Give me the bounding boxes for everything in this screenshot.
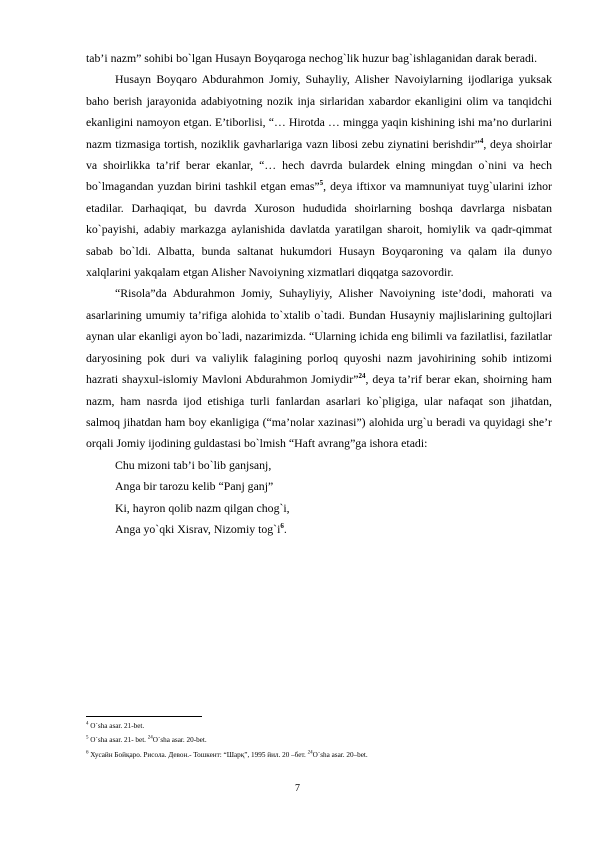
body-text: [86, 48, 552, 540]
footnote-number: 24: [147, 735, 153, 741]
footnote-6: [86, 748, 556, 762]
footnote-separator: [86, 716, 202, 717]
footnote-number: 24: [307, 750, 313, 756]
footnotes: [86, 719, 556, 762]
footnote-ref: 24: [358, 372, 366, 381]
footnote-text: O`sha asar. 20–bet.: [312, 750, 368, 759]
footnote-5: [86, 733, 556, 747]
paragraph-text: “Risola”da Abdurahmon Jomiy, Suhayliyiy, Alisher Navoiyning iste’dodi, mahorati va asarlarining umumiy ta’rifiga alohida to`xtalib o`tadi. Bundan Husayniy majlislarining gultojlari aynan ular ekanligi ayon bo`ladi, nazarimizda. “Ularning ichida eng bilimli va fazilatlisi, fazilatlar daryosining pok duri va valiylik falagining porloq quyoshi nazm javohirining sohib intizomi hazrati shayxul-islomiy Mavloni Abdurahmon Jomiydir”: [86, 286, 552, 387]
paragraph-text: , deya iftixor va mamnuniyat tuyg`ularini izhor etadilar. Darhaqiqat, bu davrda Xuroson hududida shoirlarning boshqa davrlarga nisbatan ko`payishi, adabiy markazga aylanishida davlatda yaratilgan sharoit, homiylik va qadr-qimmat sabab bo`ldi. Albatta, bunda saltanat hukumdori Husayn Boyqaroning va qalam ila dunyo xalqlarini yakqalam etgan Alisher Navoiyning xizmatlari diqqatga sazovordir.: [86, 179, 552, 280]
footnote-number: 4: [86, 721, 89, 727]
verse-line-2: Anga bir tarozu kelib “Panj ganj”: [115, 479, 274, 494]
footnote-number: 5: [86, 735, 89, 741]
page-number: 7: [295, 783, 300, 794]
footnote-text: O`sha asar. 21-bet.: [88, 722, 145, 730]
footnote-text: O`sha asar. 20-bet.: [152, 736, 207, 745]
paragraph-continuation: [86, 48, 552, 69]
verse-line-3: Ki, hayron qolib nazm qilgan chog`i,: [115, 500, 290, 515]
verse-punct: .: [283, 521, 287, 536]
footnote-4: [86, 719, 556, 733]
footnote-ref: 5: [319, 179, 324, 188]
footnote-text: Хусайн Бойқаро. Рисола. Девон.- Тошкент: “Шарқ”, 1995 йил. 20 –бет.: [88, 750, 308, 759]
paragraph-text: Husayn Boyqaro Abdurahmon Jomiy, Suhayliy, Alisher Navoiylarning ijodlariga yuksak baho berish jarayonida adabiyotning nozik inja sirlaridan xabardor ekanligini olim va tanqidchi ekanligini namoyon etgan. E’tiborlisi, “… Hirotda … mingga yaqin kishining ishi ma’no durlarini nazm tizmasiga tortish, noziklik gavharlariga vazn libosi zebu ziynatini berishdir”: [86, 72, 552, 151]
footnote-ref: 4: [479, 136, 484, 145]
verse-line-1: Chu mizoni tab’i bo`lib ganjsanj,: [115, 457, 272, 472]
verse-text: Anga yo`qki Xisrav, Nizomiy tog`i: [115, 521, 281, 536]
footnote-ref: 6: [280, 522, 284, 531]
footnote-text: O`sha asar. 21- bet.: [88, 736, 148, 745]
paragraph-text: tab’i nazm” sohibi bo`lgan Husayn Boyqaroga nechog`lik huzur bag`ishlaganidan darak beradi.: [86, 51, 538, 65]
paragraph-text: , deya ta’rif berar ekan, shoirning ham nazm, ham nasrda ijod etishiga turli fanlardan asarlari ko`pligiga, ular nafaqat son jihatdan, salmoq jihatdan ham boy ekanligiga (“ma’nolar xazinasi”) alohida urg`u beradi va quyidagi she’r orqali Jomiy ijodining guldastasi bo`lmish “Haft avrang”ga ishora etadi:: [86, 372, 552, 451]
footnote-number: 6: [86, 750, 89, 756]
paragraph-risola: [86, 283, 552, 454]
verse-line-4: [86, 519, 552, 540]
paragraph-boyqaro-critic: [86, 69, 552, 283]
paragraph-text: , deya shoirlar va shoirlikka ta’rif berar ekanlar, “… hech davrda bulardek elning mingdan o`nini va hech bo`lmagandan yuzdan birini tashkil etgan emas”: [86, 136, 553, 194]
